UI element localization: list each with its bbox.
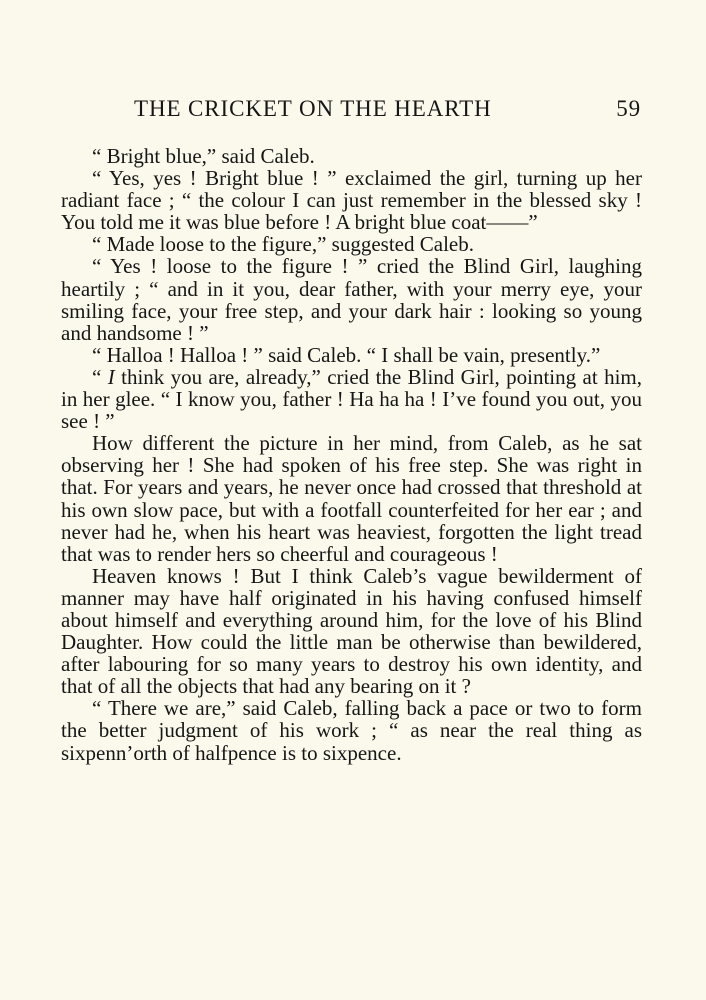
paragraph: “ There we are,” said Caleb, falling back a pace or two to form the better judgment of his work ; “ as near the real thing as sixpenn’orth of halfpence is to sixpence. [61,696,642,765]
paragraph: “ Halloa ! Halloa ! ” said Caleb. “ I shall be vain, presently.” [92,342,601,367]
paragraph: “ Yes ! loose to the figure ! ” cried the Blind Girl, laughing heartily ; “ and in it you, dear father, with your merry eye, your smiling face, your free step, and your dark hair : looking so young and handsome ! ” [61,254,642,345]
paragraph: “ Made loose to the figure,” suggested Caleb. [92,232,474,257]
running-title: THE CRICKET ON THE HEARTH [134,96,492,121]
italic-word: I [107,364,115,389]
paragraph: How different the picture in her mind, from Caleb, as he sat observing her ! She had spoken of his free step. She was right in that. For years and years, he never once had crossed that threshold at his own slow pace, but with a footfall counterfeited for her ear ; and never had he, when his heart was heaviest, forgotten the light tread that was to render hers so cheerful and courageous ! [61,431,642,566]
body-text [61,145,642,764]
paragraph-open-quote: “ [92,364,108,389]
paragraph: “ Yes, yes ! Bright blue ! ” exclaimed the girl, turning up her radiant face ; “ the colour I can just remember in the blessed sky ! You told me it was blue before ! A bright blue coat——” [61,166,642,235]
running-header [118,96,644,130]
paragraph-text: think you are, already,” cried the Blind Girl, pointing at him, in her glee. “ I know you, father ! Ha ha ha ! I’ve found you out, you see ! ” [61,364,642,434]
paragraph [61,366,642,432]
paragraph: “ Bright blue,” said Caleb. [92,144,315,168]
page-number: 59 [616,96,641,121]
paragraph: Heaven knows ! But I think Caleb’s vague bewilderment of manner may have half originated in his having confused himself about himself and everything around him, for the love of his Blind Daughter. How could the little man be otherwise than bewildered, after labouring for so many years to destroy his own identity, and that of all the objects that had any bearing on it ? [61,563,642,699]
